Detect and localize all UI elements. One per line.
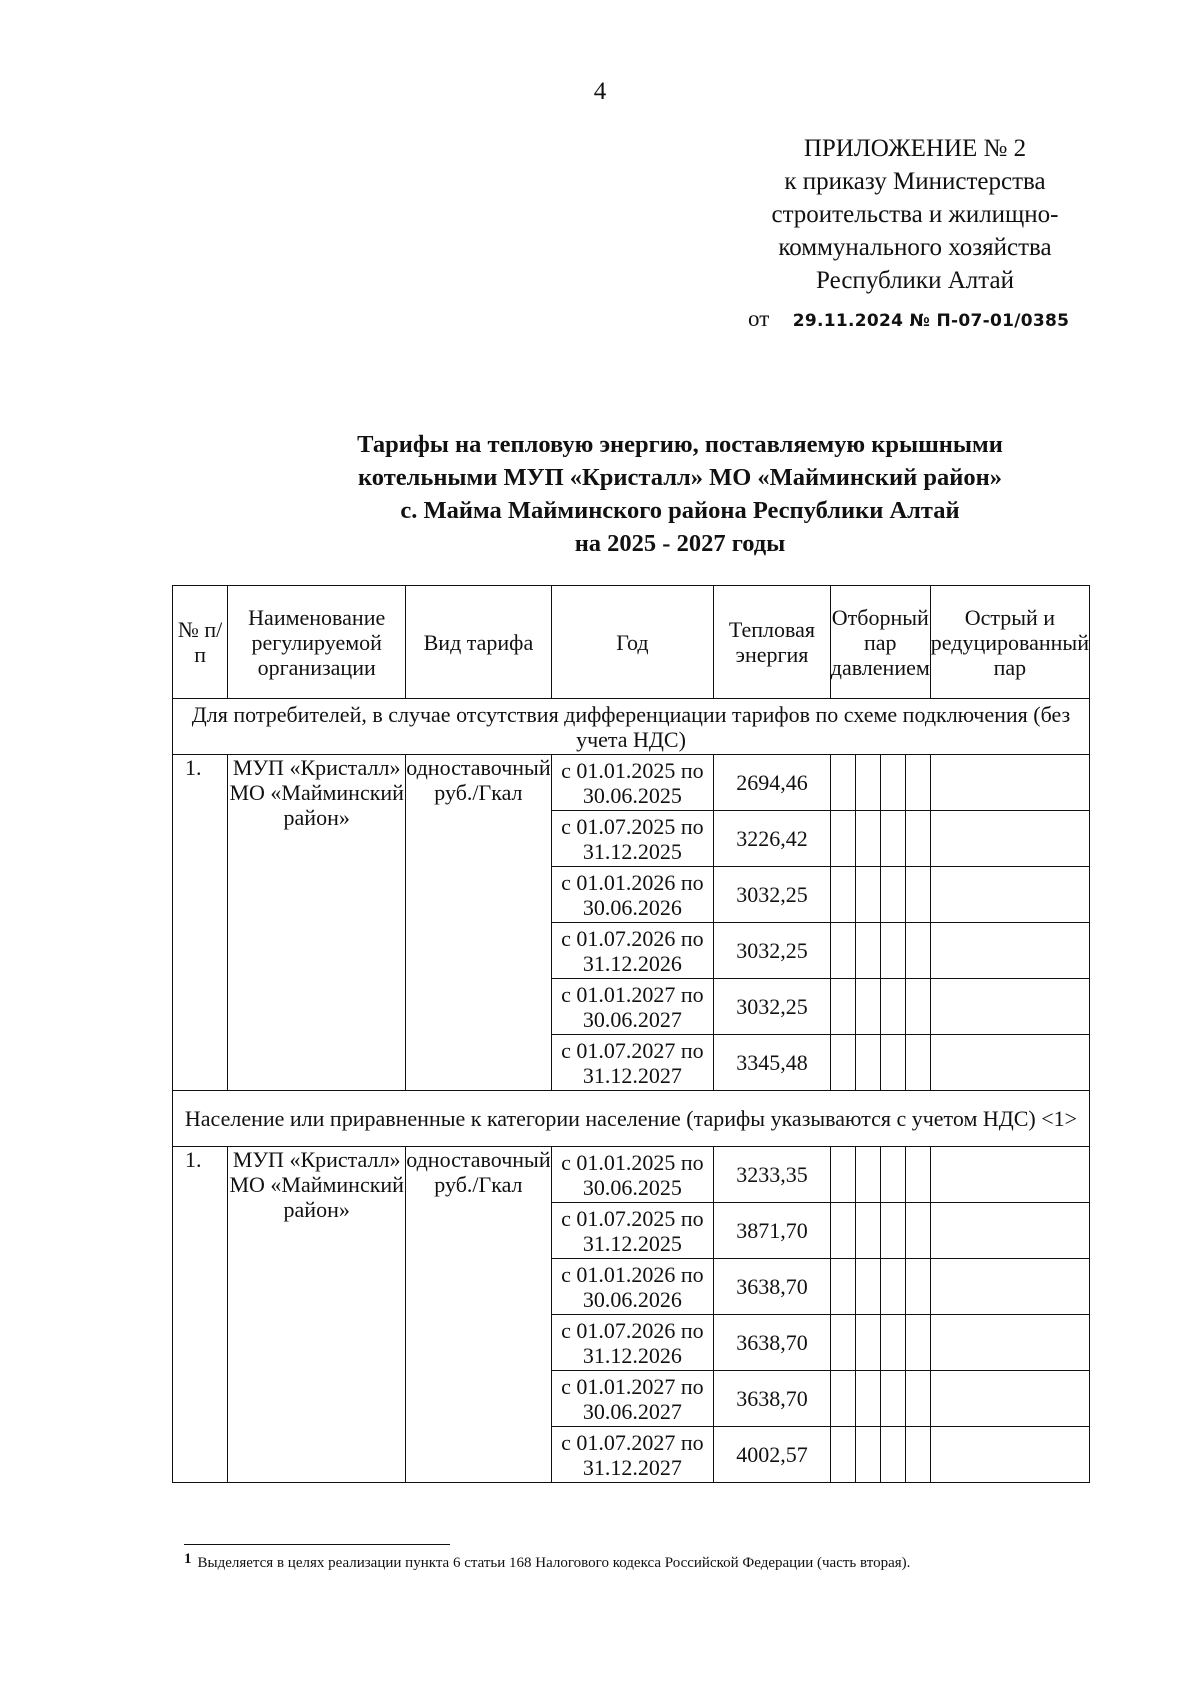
sharp-steam-empty-cell [930, 1315, 1089, 1371]
selected-steam-empty-cell [905, 1371, 930, 1427]
selected-steam-empty-cell [855, 1315, 880, 1371]
heat-energy-value: 3871,70 [714, 1203, 831, 1259]
table-header-row [173, 586, 1090, 699]
heat-energy-value: 3638,70 [714, 1315, 831, 1371]
sharp-steam-empty-cell [930, 1371, 1089, 1427]
selected-steam-empty-cell [830, 755, 855, 811]
page-number: 4 [593, 78, 607, 105]
selected-steam-empty-cell [830, 923, 855, 979]
heat-energy-value: 3638,70 [714, 1259, 831, 1315]
selected-steam-empty-cell [830, 1371, 855, 1427]
heat-energy-value: 3233,35 [714, 1147, 831, 1203]
header-num: № п/п [173, 586, 228, 699]
section-caption-row [173, 1091, 1090, 1147]
heat-energy-value: 4002,57 [714, 1427, 831, 1483]
footnote-mark: 1 [184, 1551, 192, 1567]
selected-steam-empty-cell [855, 811, 880, 867]
appendix-line: к приказу Министерства [784, 168, 1046, 195]
sharp-steam-empty-cell [930, 979, 1089, 1035]
selected-steam-empty-cell [905, 979, 930, 1035]
selected-steam-empty-cell [880, 979, 905, 1035]
selected-steam-empty-cell [830, 1203, 855, 1259]
selected-steam-empty-cell [905, 1035, 930, 1091]
period-cell: с 01.01.2027 по 30.06.2027 [551, 979, 714, 1035]
tariff-type: одноставочный руб./Гкал [406, 755, 551, 1091]
header-org: Наименование регулируемой организации [228, 586, 406, 699]
selected-steam-empty-cell [905, 1259, 930, 1315]
heat-energy-value: 3032,25 [714, 867, 831, 923]
selected-steam-empty-cell [855, 1035, 880, 1091]
selected-steam-empty-cell [830, 1315, 855, 1371]
selected-steam-empty-cell [905, 811, 930, 867]
order-reference [748, 306, 1069, 332]
selected-steam-empty-cell [880, 1315, 905, 1371]
footnote-divider [184, 1544, 450, 1545]
selected-steam-empty-cell [830, 811, 855, 867]
selected-steam-empty-cell [830, 979, 855, 1035]
title-line: с. Майма Майминского района Республики Алтай [400, 497, 960, 524]
selected-steam-empty-cell [855, 979, 880, 1035]
period-cell: с 01.07.2025 по 31.12.2025 [551, 811, 714, 867]
appendix-title: ПРИЛОЖЕНИЕ № 2 [803, 135, 1027, 162]
selected-steam-empty-cell [880, 1259, 905, 1315]
section-caption: Население или приравненные к категории население (тарифы указываются с учетом НДС) <1> [173, 1091, 1090, 1147]
selected-steam-empty-cell [830, 1035, 855, 1091]
header-sharp-steam: Острый и редуцированный пар [930, 586, 1089, 699]
appendix-line: коммунального хозяйства [778, 234, 1052, 261]
heat-energy-value: 3032,25 [714, 979, 831, 1035]
selected-steam-empty-cell [905, 1147, 930, 1203]
appendix-line: Республики Алтай [816, 267, 1014, 294]
title-line: Тарифы на тепловую энергию, поставляемую крышными [357, 431, 1003, 458]
row-number: 1. [173, 755, 228, 1091]
section-caption-row [173, 699, 1090, 755]
selected-steam-empty-cell [855, 1371, 880, 1427]
period-cell: с 01.07.2027 по 31.12.2027 [551, 1427, 714, 1483]
heat-energy-value: 3638,70 [714, 1371, 831, 1427]
organization-name: МУП «Кристалл» МО «Майминский район» [228, 755, 406, 1091]
sharp-steam-empty-cell [930, 1035, 1089, 1091]
period-cell: с 01.07.2026 по 31.12.2026 [551, 923, 714, 979]
selected-steam-empty-cell [855, 1259, 880, 1315]
header-year: Год [551, 586, 714, 699]
title-line: котельными МУП «Кристалл» МО «Майминский район» [357, 464, 1002, 491]
appendix-block [735, 132, 1095, 297]
period-cell: с 01.01.2026 по 30.06.2026 [551, 867, 714, 923]
selected-steam-empty-cell [855, 755, 880, 811]
selected-steam-empty-cell [880, 755, 905, 811]
selected-steam-empty-cell [880, 1371, 905, 1427]
heat-energy-value: 3345,48 [714, 1035, 831, 1091]
period-cell: с 01.01.2025 по 30.06.2025 [551, 755, 714, 811]
sharp-steam-empty-cell [930, 1147, 1089, 1203]
selected-steam-empty-cell [880, 1427, 905, 1483]
sharp-steam-empty-cell [930, 923, 1089, 979]
selected-steam-empty-cell [855, 1427, 880, 1483]
selected-steam-empty-cell [855, 1203, 880, 1259]
selected-steam-empty-cell [880, 811, 905, 867]
period-cell: с 01.01.2027 по 30.06.2027 [551, 1371, 714, 1427]
organization-name: МУП «Кристалл» МО «Майминский район» [228, 1147, 406, 1483]
selected-steam-empty-cell [905, 1427, 930, 1483]
selected-steam-empty-cell [830, 867, 855, 923]
selected-steam-empty-cell [855, 867, 880, 923]
table-row [173, 755, 1090, 811]
period-cell: с 01.07.2025 по 31.12.2025 [551, 1203, 714, 1259]
header-selected-steam: Отборный пар давлением [830, 586, 930, 699]
header-heat-energy: Тепловая энергия [714, 586, 831, 699]
appendix-line: строительства и жилищно- [771, 201, 1059, 228]
selected-steam-empty-cell [880, 1147, 905, 1203]
selected-steam-empty-cell [830, 1259, 855, 1315]
row-number: 1. [173, 1147, 228, 1483]
tariff-type: одноставочный руб./Гкал [406, 1147, 551, 1483]
document-title [290, 428, 1070, 560]
heat-energy-value: 3226,42 [714, 811, 831, 867]
selected-steam-empty-cell [905, 1315, 930, 1371]
table-row [173, 1147, 1090, 1203]
sharp-steam-empty-cell [930, 811, 1089, 867]
selected-steam-empty-cell [905, 755, 930, 811]
order-from-label: от [748, 306, 770, 331]
sharp-steam-empty-cell [930, 1259, 1089, 1315]
selected-steam-empty-cell [880, 1203, 905, 1259]
footnote-text: Выделяется в целях реализации пункта 6 статьи 168 Налогового кодекса Российской Федерации (часть вторая). [197, 1555, 911, 1571]
title-line: на 2025 - 2027 годы [574, 530, 786, 557]
selected-steam-empty-cell [855, 1147, 880, 1203]
tariff-table [172, 585, 1090, 1483]
header-tariff-type: Вид тарифа [406, 586, 551, 699]
selected-steam-empty-cell [880, 867, 905, 923]
heat-energy-value: 3032,25 [714, 923, 831, 979]
sharp-steam-empty-cell [930, 867, 1089, 923]
footnote [184, 1551, 910, 1572]
heat-energy-value: 2694,46 [714, 755, 831, 811]
sharp-steam-empty-cell [930, 755, 1089, 811]
selected-steam-empty-cell [880, 923, 905, 979]
period-cell: с 01.07.2027 по 31.12.2027 [551, 1035, 714, 1091]
period-cell: с 01.01.2026 по 30.06.2026 [551, 1259, 714, 1315]
order-number-stamp: 29.11.2024 № П-07-01/0385 [792, 311, 1070, 331]
selected-steam-empty-cell [830, 1147, 855, 1203]
selected-steam-empty-cell [830, 1427, 855, 1483]
period-cell: с 01.07.2026 по 31.12.2026 [551, 1315, 714, 1371]
sharp-steam-empty-cell [930, 1427, 1089, 1483]
sharp-steam-empty-cell [930, 1203, 1089, 1259]
selected-steam-empty-cell [855, 923, 880, 979]
selected-steam-empty-cell [905, 867, 930, 923]
selected-steam-empty-cell [905, 923, 930, 979]
period-cell: с 01.01.2025 по 30.06.2025 [551, 1147, 714, 1203]
selected-steam-empty-cell [880, 1035, 905, 1091]
selected-steam-empty-cell [905, 1203, 930, 1259]
section-caption: Для потребителей, в случае отсутствия дифференциации тарифов по схеме подключения (без учета НДС) [173, 699, 1090, 755]
